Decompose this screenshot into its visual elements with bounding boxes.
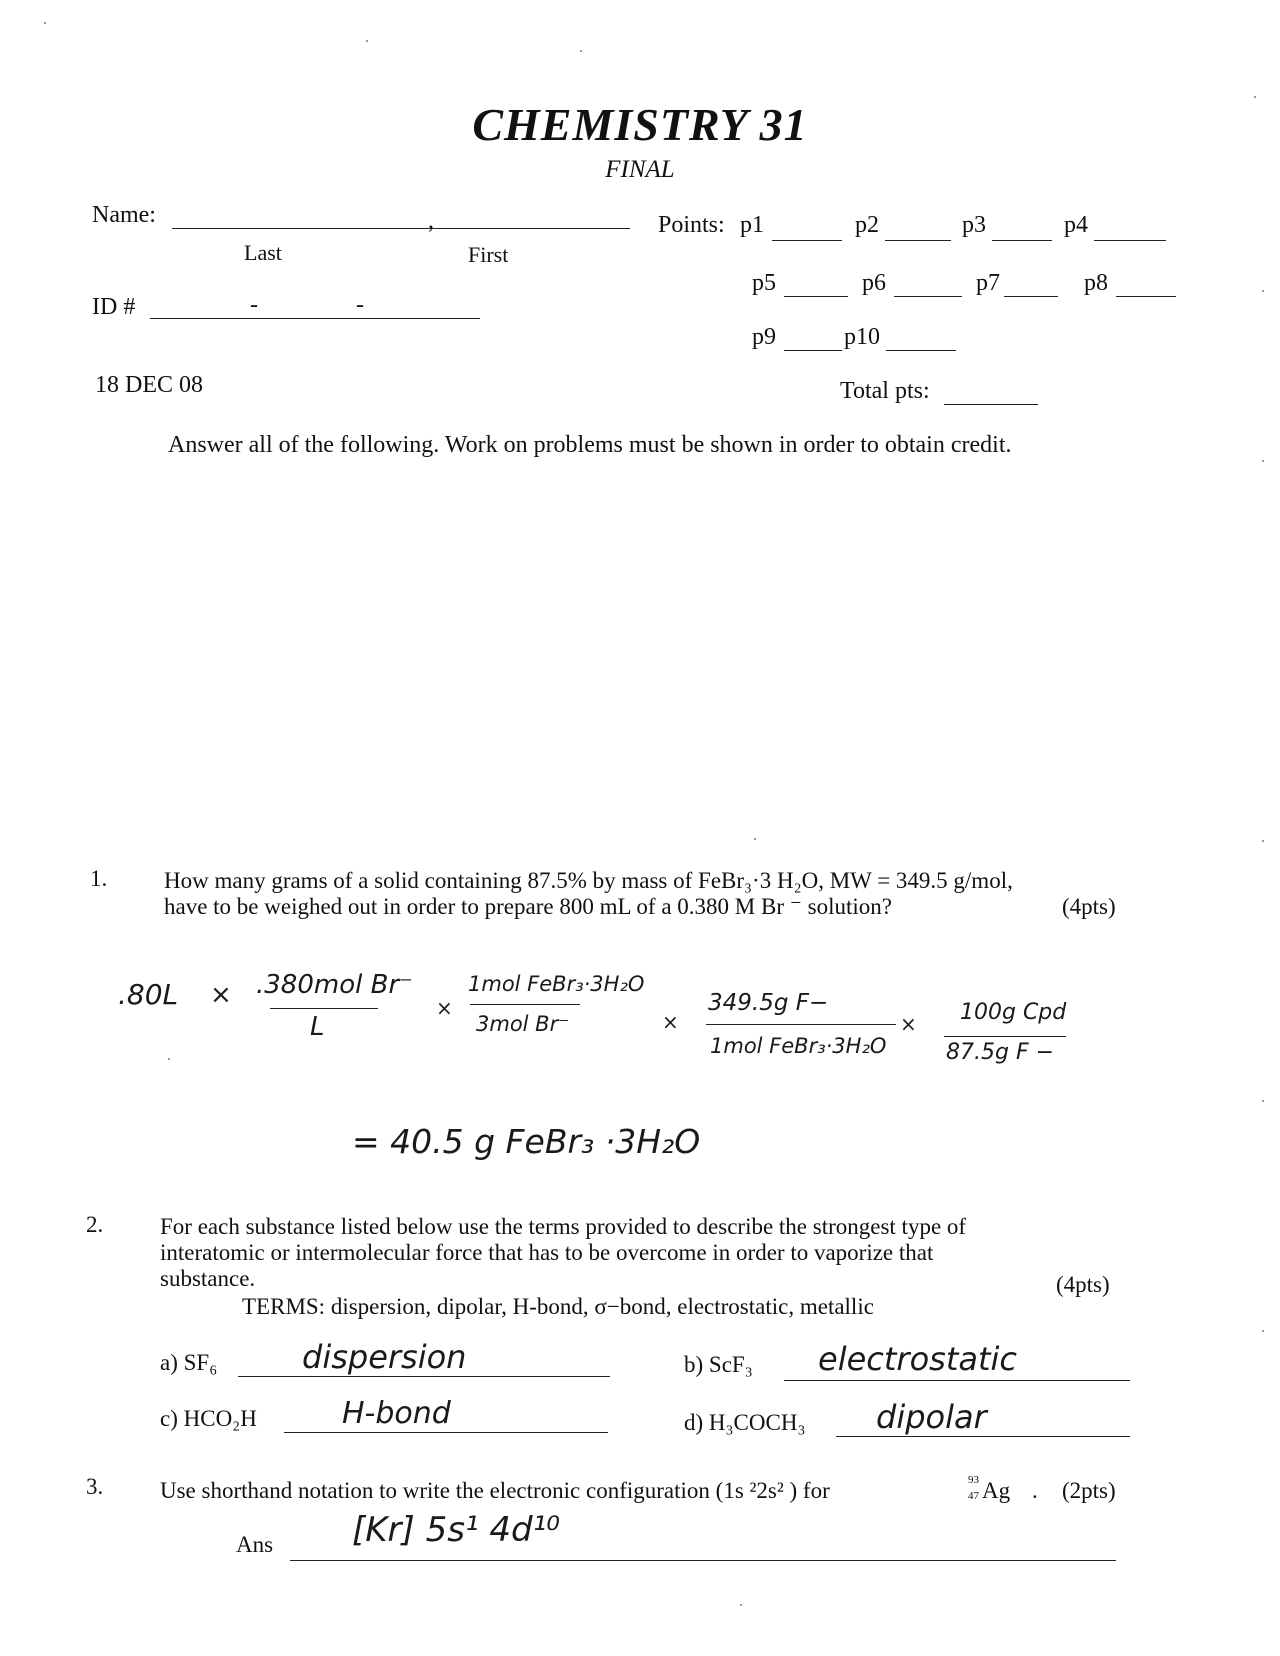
- id-dash: -: [356, 292, 364, 318]
- q1-work-times: ×: [662, 1010, 679, 1034]
- q3-answer-field[interactable]: [290, 1560, 1116, 1561]
- name-field[interactable]: [172, 228, 630, 229]
- q1-work-frac4-den: 87.5g F −: [946, 1040, 1055, 1065]
- q2b-label: b) ScF₃: [684, 1352, 753, 1377]
- points-field-p6[interactable]: [894, 296, 962, 297]
- q1-work-frac4-bar: [944, 1036, 1066, 1037]
- points-label-p1: p1: [740, 212, 764, 238]
- q2c-answer-field[interactable]: [284, 1432, 608, 1433]
- last-label: Last: [244, 240, 282, 265]
- name-label: Name:: [92, 202, 156, 228]
- points-field-p5[interactable]: [784, 296, 848, 297]
- q2d-answer-field[interactable]: [836, 1436, 1130, 1437]
- q1-work-frac1-den: L: [310, 1012, 325, 1042]
- points-field-p4[interactable]: [1094, 240, 1166, 241]
- q2-number: 2.: [86, 1212, 104, 1237]
- points-label-p4: p4: [1064, 212, 1088, 238]
- q2-text-line1: For each substance listed below use the terms provided to describe the strongest type of: [160, 1214, 967, 1239]
- q2d-answer: dipolar: [876, 1398, 987, 1436]
- points-label-p6: p6: [862, 270, 886, 296]
- q2a-label: a) SF₆: [160, 1350, 218, 1375]
- points-field-p2[interactable]: [885, 240, 951, 241]
- points-label-p9: p9: [752, 324, 776, 350]
- points-label: Points:: [658, 212, 725, 238]
- q2b-answer-field[interactable]: [784, 1380, 1130, 1381]
- points-field-p10[interactable]: [886, 350, 956, 351]
- points-label-p2: p2: [855, 212, 879, 238]
- points-label-p8: p8: [1084, 270, 1108, 296]
- q2-text-line3: substance.: [160, 1266, 256, 1291]
- q3-answer: [Kr] 5s¹ 4d¹⁰: [352, 1510, 560, 1550]
- q1-work-times: ×: [210, 980, 232, 1010]
- points-field-p7[interactable]: [1004, 296, 1058, 297]
- points-field-p9[interactable]: [784, 350, 842, 351]
- id-dash: -: [250, 292, 258, 318]
- q1-work-result: = 40.5 g FeBr₃ ·3H₂O: [352, 1122, 701, 1161]
- name-comma: ,: [428, 208, 434, 234]
- total-label: Total pts:: [840, 378, 930, 404]
- q2-points: (4pts): [1056, 1272, 1110, 1297]
- first-label: First: [468, 242, 509, 267]
- q1-work-frac2-den: 3mol Br⁻: [476, 1012, 570, 1036]
- points-field-p3[interactable]: [992, 240, 1052, 241]
- q3-element-z: 47: [968, 1490, 979, 1502]
- points-field-p8[interactable]: [1116, 296, 1176, 297]
- points-label-p7: p7: [976, 270, 1000, 296]
- instructions: Answer all of the following. Work on problems must be shown in order to obtain credit.: [168, 432, 1012, 458]
- q1-work-frac4-num: 100g Cpd: [960, 1000, 1067, 1025]
- page-title: CHEMISTRY 31: [472, 99, 808, 150]
- points-label-p3: p3: [962, 212, 986, 238]
- id-field[interactable]: [150, 318, 480, 319]
- q1-work-frac3-den: 1mol FeBr₃·3H₂O: [710, 1034, 887, 1058]
- q2a-answer: dispersion: [302, 1338, 467, 1376]
- q1-work-frac2-bar: [470, 1004, 580, 1005]
- q1-number: 1.: [90, 866, 108, 891]
- q3-element-mass: 93: [968, 1474, 979, 1486]
- q3-text: Use shorthand notation to write the electronic configuration (1s ²2s² ) for: [160, 1478, 830, 1503]
- total-field[interactable]: [944, 404, 1038, 405]
- q2d-label: d) H₃COCH₃: [684, 1410, 806, 1435]
- q2-terms: TERMS: dispersion, dipolar, H-bond, σ−bond, electrostatic, metallic: [242, 1294, 874, 1319]
- q1-points: (4pts): [1062, 894, 1116, 919]
- q3-points: (2pts): [1062, 1478, 1116, 1503]
- q1-work-frac3-num: 349.5g F−: [708, 990, 829, 1016]
- q2b-answer: electrostatic: [818, 1340, 1017, 1378]
- points-label-p10: p10: [844, 324, 880, 350]
- points-field-p1[interactable]: [772, 240, 842, 241]
- page-subtitle: FINAL: [605, 156, 675, 183]
- q3-element: Ag: [982, 1478, 1011, 1503]
- q1-work-times: ×: [436, 996, 453, 1020]
- exam-date: 18 DEC 08: [95, 372, 203, 398]
- q3-number: 3.: [86, 1474, 104, 1499]
- points-label-p5: p5: [752, 270, 776, 296]
- q1-text-line2: have to be weighed out in order to prepare 800 mL of a 0.380 M Br ⁻ solution?: [164, 894, 892, 919]
- id-label: ID #: [92, 294, 136, 320]
- q1-work-frac1-num: .380mol Br⁻: [256, 970, 413, 1000]
- q1-work-frac3-bar: [706, 1024, 896, 1025]
- q3-ans-label: Ans: [236, 1532, 274, 1557]
- q2a-answer-field[interactable]: [238, 1376, 610, 1377]
- q2-text-line2: interatomic or intermolecular force that has to be overcome in order to vaporize that: [160, 1240, 934, 1265]
- q2c-label: c) HCO₂H: [160, 1406, 257, 1431]
- q1-work-frac1-bar: [270, 1008, 378, 1009]
- q2c-answer: H-bond: [342, 1396, 451, 1431]
- q3-dot: .: [1032, 1478, 1038, 1503]
- q1-text-line1: How many grams of a solid containing 87.5% by mass of FeBr₃·3 H₂O, MW = 349.5 g/mol,: [164, 868, 1013, 893]
- q1-work-term: .80L: [118, 978, 179, 1011]
- q1-work-times: ×: [900, 1012, 917, 1036]
- q1-work-frac2-num: 1mol FeBr₃·3H₂O: [468, 972, 645, 996]
